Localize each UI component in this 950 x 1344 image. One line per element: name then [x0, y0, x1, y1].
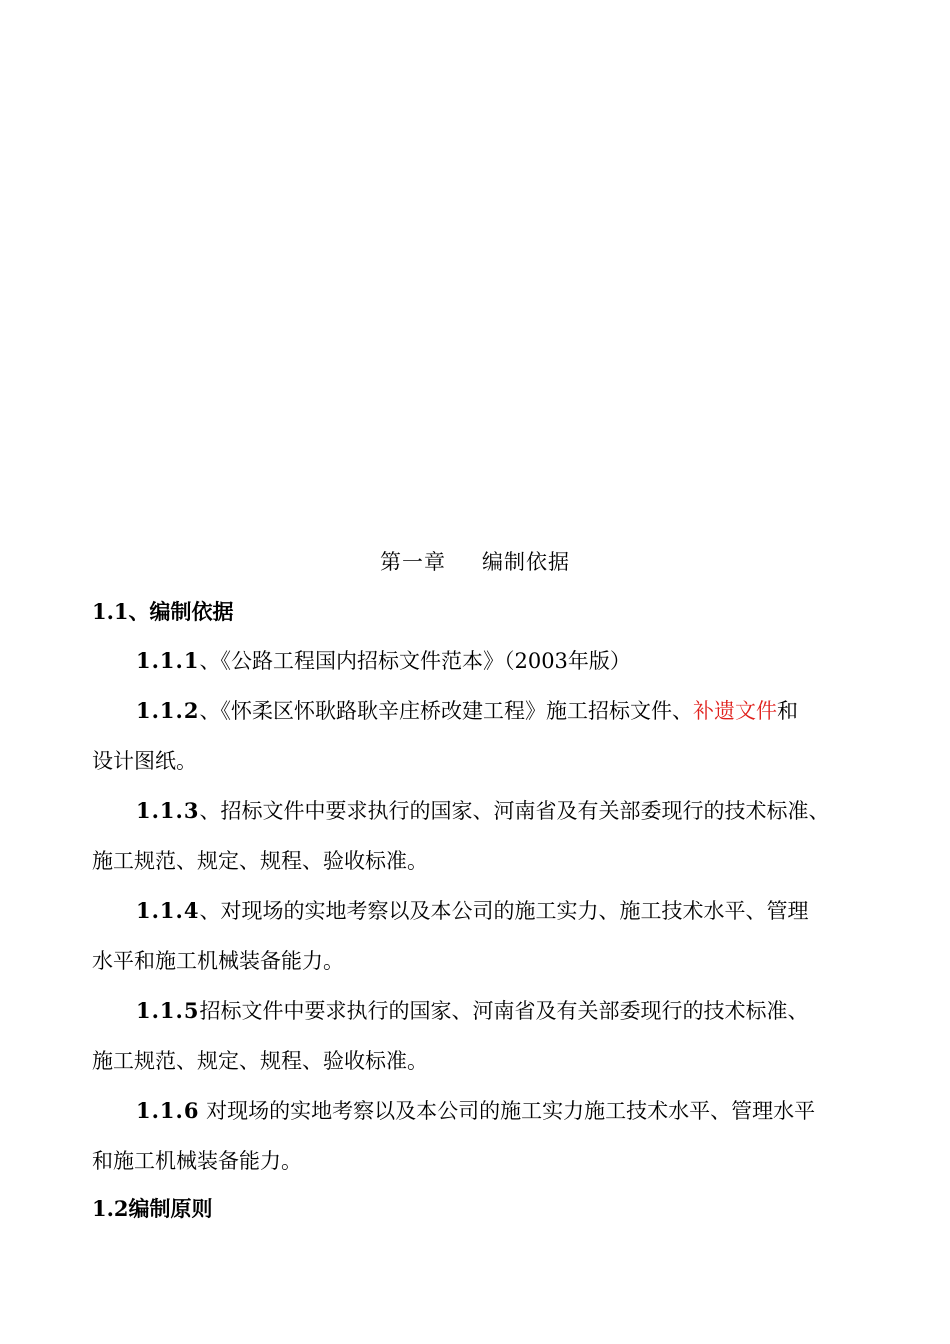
item-text: 对现场的实地考察以及本公司的施工实力施工技术水平、管理水平 [199, 1099, 816, 1123]
chapter-name: 编制依据 [482, 550, 570, 574]
paragraph-1-1-3 [92, 786, 872, 886]
paragraph-1-1-4 [92, 886, 872, 986]
item-text: 、对现场的实地考察以及本公司的施工实力、施工技术水平、管理 [199, 899, 809, 923]
item-number: 1.1.2 [136, 698, 200, 723]
paragraph-line [92, 686, 872, 736]
chapter-title [0, 546, 950, 578]
item-text: 、《怀柔区怀耿路耿辛庄桥改建工程》施工招标文件、 [199, 699, 693, 723]
item-number: 1.1.4 [136, 898, 200, 923]
paragraph-line [92, 636, 872, 686]
paragraph-1-1-5 [92, 986, 872, 1086]
section-heading-1-2: 1.2编制原则 [92, 1196, 213, 1221]
paragraph-line: 水平和施工机械装备能力。 [92, 949, 344, 973]
paragraph-line [92, 986, 872, 1036]
item-text: 和 [776, 699, 798, 723]
highlighted-text: 补遗文件 [692, 699, 777, 723]
chapter-number: 第一章 [380, 550, 446, 574]
section-heading-1-1: 1.1、编制依据 [92, 599, 234, 624]
item-text: 、招标文件中要求执行的国家、河南省及有关部委现行的技术标准、 [199, 799, 830, 823]
paragraph-1-1-1 [92, 636, 872, 686]
paragraph-1-1-6 [92, 1086, 872, 1186]
item-number: 1.1.5 [136, 998, 200, 1023]
item-number: 1.1.6 [136, 1098, 200, 1123]
paragraph-line [92, 1086, 872, 1136]
paragraph-line: 设计图纸。 [92, 749, 197, 773]
paragraph-1-1-2 [92, 686, 872, 786]
item-number: 1.1.3 [136, 798, 200, 823]
item-number: 1.1.1 [136, 648, 200, 673]
paragraph-line: 施工规范、规定、规程、验收标准。 [92, 1049, 428, 1073]
paragraph-line [92, 886, 872, 936]
paragraph-line: 施工规范、规定、规程、验收标准。 [92, 849, 428, 873]
paragraph-line: 和施工机械装备能力。 [92, 1149, 302, 1173]
item-text: 、《公路工程国内招标文件范本》（2003年版） [199, 649, 631, 673]
item-text: 招标文件中要求执行的国家、河南省及有关部委现行的技术标准、 [199, 999, 809, 1023]
paragraph-line [92, 786, 872, 836]
